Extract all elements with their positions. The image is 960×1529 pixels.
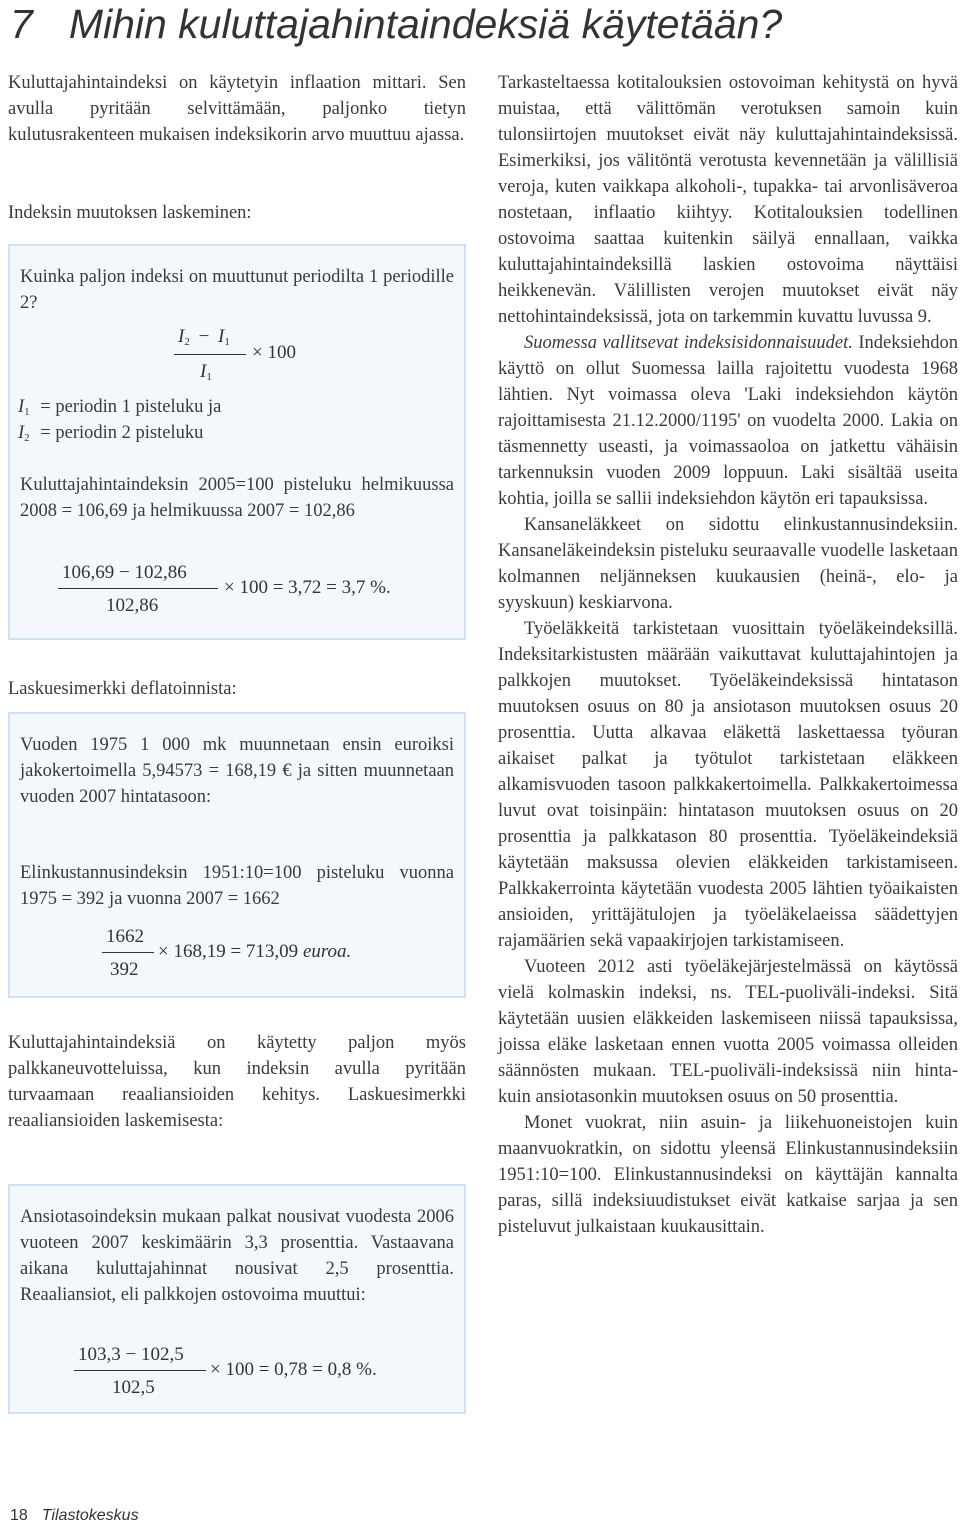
eq1-numerator: 106,69 − 102,86 [62,562,187,583]
eq2-denominator: 392 [110,959,139,980]
box2-text2: Elinkustannusindeksin 1951:10=100 pisteluku vuonna 1975 = 392 ja vuonna 2007 = 1662 [20,863,454,909]
real-earnings-box [8,1184,466,1414]
example-equation [10,246,464,638]
right-column [498,70,958,1240]
def1-var: I [18,397,25,417]
def2-text: = periodin 2 pisteluku [40,423,204,443]
index-linkage-heading: Suomessa vallitsevat indeksisidonnaisuudet. [524,333,853,353]
eq1-denominator: 102,86 [106,595,159,616]
eq1-result: × 100 = 3,72 = 3,7 %. [224,577,391,598]
eq3-bar [74,1370,206,1371]
deflation-equation [10,714,464,996]
chapter-number: 7 [10,1,33,47]
right-paragraph-6: Monet vuokrat, niin asuin- ja liikehuoneistojen kuin maanvuokratkin, on sidottu yleensä Elinkustannusindeksiin 1951:10=100. Elinkustannusindeksi on käyttäjän kannalta paras, sillä indeksiuudistukset eivät katkaise sarjaa ja sen pisteluvut julkaistaan kuukausittain. [498,1113,958,1237]
page-footer [10,1507,139,1525]
right-paragraph-4: Työeläkkeitä tarkistetaan vuosittain työeläkeindeksillä. Indeksitarkistusten määrään vaikuttavat kuluttajahintojen ja palkkojen muutokset. Työeläkeindeksissä hintatason muutoksen osuus on 80 ja ansiotason muutoksen osuus 20 prosenttia. Uutta alkavaa eläkettä laskettaessa työuran aikaiset palkat ja työtulot tarkistetaan eläkkeen alkamisvuoden tasoon palkkakertoimella. Palkkakertoimessa luvut ovat toisinpäin: hintatason muutoksen osuus on 20 prosenttia ja palkkatason 80 prosenttia. Työeläkeindeksiä käytetään maksussa olevien eläkkeiden tarkistamiseen. Palkkakerrointa käytetään vuodesta 2005 lähtien työaikaisten ansioiden, yrittäjätulojen ja työeläkelaeissa säädettyjen rajamäärien sekä vapaakirjojen tarkistamiseen. [498,619,958,951]
eq1-bar [58,588,218,589]
def2-var: I [18,423,25,443]
eq3-denominator: 102,5 [112,1377,155,1398]
def1-sub: 1 [24,406,30,418]
eq2-value: × 168,19 = 713,09 [158,941,299,962]
deflation-heading: Laskuesimerkki deflatoinnista: [8,679,237,699]
right-paragraph-3: Kansaneläkkeet on sidottu elinkustannusindeksiin. Kansaneläkeindeksin pisteluku seuraavalle vuodelle lasketaan kolmannen neljänneksen kuukausien (heinä-, elo- ja syyskuun) keskiarvona. [498,515,958,613]
formula-times: × 100 [252,342,296,363]
minus-sign: − [198,326,210,347]
calc-heading: Indeksin muutoksen laskeminen: [8,203,252,223]
real-earnings-equation [10,1186,464,1412]
wage-paragraph: Kuluttajahintaindeksiä on käytetty paljon myös palkkaneuvotteluissa, kun indeksin avulla pyritään turvaamaan reaaliansioiden kehitys. Laskuesimerkki reaaliansioiden laskemisesta: [8,1033,466,1131]
var-i2: I [178,326,185,347]
eq2-result [158,941,351,963]
def1-text: = periodin 1 pisteluku ja [40,397,222,417]
eq2-numerator: 1662 [106,926,144,947]
right-paragraph-1: Tarkasteltaessa kotitalouksien ostovoiman kehitystä on hyvä muistaa, että välittömän verotuksen samoin kuin tulonsiirtojen muutokset eivät näy kuluttajahintaindeksissä. Esimerkiksi, jos välitöntä verotusta kevennetään ja välillisiä veroja, kuten vaikkapa alkoholi-, tupakka- tai arvonlisäveroa nostetaan, inflaatio kiihtyy. Kotitalouksien todellinen ostovoima saattaa kuitenkin säilyä ennallaan, vaikka kuluttajahintaindeksillä laskien ostovoima näyttäisi heikkenevän. Välillisten verojen muutokset eivät näy nettohintaindeksissä, jota on tarkemmin kuvattu luvussa 9. [498,73,958,327]
sub-2: 2 [184,336,190,348]
eq2-unit: euroa. [302,941,352,962]
right-paragraph-5: Vuoteen 2012 asti työeläkejärjestelmässä on käytössä vielä kolmaskin indeksi, ns. TEL-puoliväli-indeksi. Sitä käytetään uusien eläkkeiden laskemiseen niissä tapauksissa, joissa eläke lasketaan ennen vuotta 2005 voimassa olleiden säännösten mukaan. TEL-puoliväli-indeksissä niin hinta- kuin ansiotasonkin muutoksen osuus on 50 prosenttia. [498,957,958,1107]
page-heading [10,0,950,56]
box1-question: Kuinka paljon indeksi on muuttunut periodilta 1 periodille 2? [20,267,454,313]
sub-1: 1 [224,336,230,348]
chapter-title: Mihin kuluttajahintaindeksiä käytetään? [68,1,783,47]
eq2-bar [102,952,154,953]
var-i1-den: I [200,361,207,382]
deflation-box [8,712,466,998]
box1-example: Kuluttajahintaindeksin 2005=100 pisteluku helmikuussa 2008 = 106,69 ja helmikuussa 2007 = 102,86 [20,475,454,521]
sub-1-den: 1 [206,371,212,383]
publication-title: Tilastokeskus [41,1507,139,1524]
page-number: 18 [10,1507,28,1524]
eq3-numerator: 103,3 − 102,5 [78,1344,184,1365]
right-paragraph-2-text: Indeksiehdon käyttö on ollut Suomessa lailla rajoitettu vuodesta 1968 lähtien. Nyt voimassa oleva 'Laki indeksiehdon käytön rajoittamisesta 21.12.2000/1195' on vuodelta 2000. Lakia on täsmennetty useasti, ja voimassaoloa on jatkettu vähäisin tarkennuksin vuoden 2009 loppuun. Laki sisältää useita kohtia, joilla se sallii indeksiehdon käytön eri tapauksissa. [498,333,958,509]
var-i1: I [218,326,225,347]
box3-text: Ansiotasoindeksin mukaan palkat nousivat vuodesta 2006 vuoteen 2007 keskimäärin 3,3 prosenttia. Vastaavana aikana kuluttajahinnat nousivat 2,5 prosenttia. Reaaliansiot, eli palkkojen ostovoima muuttui: [20,1207,454,1305]
eq3-result: × 100 = 0,78 = 0,8 %. [210,1359,377,1380]
intro-paragraph: Kuluttajahintaindeksi on käytetyin inflaation mittari. Sen avulla pyritään selvittämään, paljonko tietyn kulutusrakenteen mukaisen indeksikorin arvo muuttuu ajassa. [8,73,466,145]
right-paragraph-2 [498,330,958,512]
def2-sub: 2 [24,432,30,444]
formula-box [8,244,466,640]
box2-text1: Vuoden 1975 1 000 mk muunnetaan ensin euroiksi jakokertoimella 5,94573 = 168,19 € ja sitten muunnetaan vuoden 2007 hintatasoon: [20,735,454,807]
